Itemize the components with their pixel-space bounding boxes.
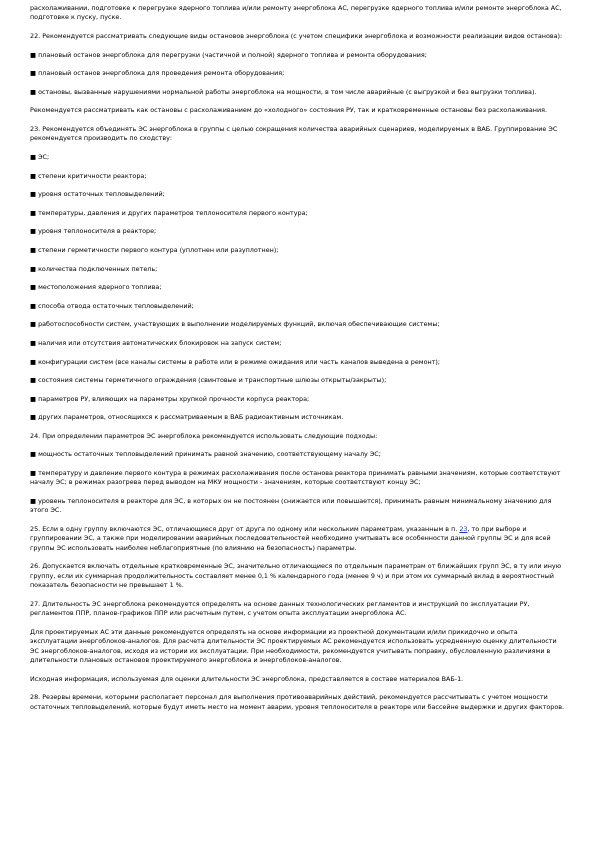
list-item: ■ местоположения ядерного топлива; xyxy=(30,283,162,292)
list-item: ■ ЭС; xyxy=(30,152,50,161)
paragraph: 24. При определении параметров ЭС энергоблока рекомендуется использовать следующие подходы: xyxy=(30,431,378,440)
list-item: ■ количества подключенных петель; xyxy=(30,264,158,273)
clause-23-link[interactable]: 23 xyxy=(459,525,468,534)
paragraph-text: 25. Если в одну группу включаются ЭС, отличающиеся друг от друга по одному или нескольким параметрам, указанным в п. xyxy=(30,525,460,534)
paragraph: 28. Резервы времени, которыми располагает персонал для выполнения противоаварийных действий, рекомендуется рассчитывать с учетом мощности остаточных тепловыделений, которые будут иметь место на момент аварии, уровня теплоносителя в реакторе или бассейне выдержки и других факторов. xyxy=(30,693,565,711)
list-item: ■ степени критичности реактора; xyxy=(30,171,147,180)
list-item: ■ уровня теплоносителя в реакторе; xyxy=(30,227,157,236)
list-item: ■ температуры, давления и других параметров теплоносителя первого контура; xyxy=(30,208,308,217)
list-item: ■ состояния системы герметичного ограждения (свинтовые и транспортные шлюзы открыты/закрыты); xyxy=(30,376,387,385)
list-item: ■ плановый останов энергоблока для проведения ремонта оборудования; xyxy=(30,69,285,78)
paragraph: Рекомендуется рассматривать как остановы с расхолаживанием до «холодного» состояния РУ, так и кратковременные остановы без расхолаживания. xyxy=(30,106,547,115)
list-item: ■ остановы, вызванные нарушениями нормальной работы энергоблока на мощности, в том числе аварийные (с выгрузкой и без выгрузки топлива). xyxy=(30,87,537,96)
list-item: ■ степени герметичности первого контура (уплотнен или разуплотнен); xyxy=(30,245,279,254)
paragraph: 26. Допускается включать отдельные кратковременные ЭС, значительно отличающиеся по отдельным параметрам от ближайших групп ЭС, в ту или иную группу, если их суммарная продолжительность составляет менее 0,1 % календарного года (менее 9 ч) и при этом их суммарный вклад в вероятностный показатель безопасности не превышает 1 %. xyxy=(30,562,562,590)
paragraph-text: , то при выборе и группировании ЭС, а также при моделировании аварийных последовательностей необходимо учитывать все особенности данной группы ЭС и для всей группы ЭС использовать наиболее неблагоприятные (по влиянию на безопасность) параметры. xyxy=(30,525,551,552)
list-item: ■ способа отвода остаточных тепловыделений; xyxy=(30,301,194,310)
paragraph: Для проектируемых АС эти данные рекомендуется определять на основе информации из проектной документации и/или прикидочно и опыта эксплуатации энергоблоков-аналогов. Для расчета длительности ЭС проектируемых АС рекомендуется использовать усредненную оценку длительности ЭС энергоблоков-аналогов, исходя из истории их эксплуатации. При необходимости, рекомендуется учитывать поправку, обусловленную различиями в длительности плановых остановов проектируемого энергоблока и энергоблоков-аналогов. xyxy=(30,627,557,665)
paragraph: 23. Рекомендуется объединять ЭС энергоблока в группы с целью сокращения количества аварийных сценариев, моделируемых в ВАБ. Группирование ЭС рекомендуется производить по сходству: xyxy=(30,124,558,143)
list-item: ■ мощность остаточных тепловыделений принимать равной значению, соответствующему началу ЭС; xyxy=(30,450,381,459)
list-item: ■ других параметров, относящихся к рассматриваемым в ВАБ радиоактивным источникам. xyxy=(30,413,344,422)
paragraph: расхолаживании, подготовке к перегрузке ядерного топлива и/или ремонту энергоблока АС, перегрузке ядерного топлива и/или ремонте энергоблока АС, подготовке к пуску, пуске. xyxy=(30,4,562,22)
list-item: ■ температуру и давление первого контура в режимах расхолаживания после останова реактора принимать равными значениям, которые соответствуют началу ЭС; в режимах разогрева перед выводом на МКУ мощности - значениям, которые соответствуют концу ЭС; xyxy=(30,469,561,487)
list-item: ■ уровень теплоносителя в реакторе для ЭС, в которых он не постоянен (снижается или повышается), принимать равным минимальному значению для этого ЭС. xyxy=(30,497,552,515)
list-item: ■ работоспособности систем, участвующих в выполнении моделируемых функций, включая обеспечивающие системы; xyxy=(30,320,440,329)
paragraph xyxy=(30,525,565,553)
list-item: ■ плановый останов энергоблока для перегрузки (частичной и полной) ядерного топлива и ремонта оборудования; xyxy=(30,50,427,59)
paragraph: Исходная информация, используемая для оценки длительности ЭС энергоблока, представляется в составе материалов ВАБ-1. xyxy=(30,674,464,683)
list-item: ■ уровня остаточных тепловыделений; xyxy=(30,190,165,199)
list-item: ■ наличия или отсутствия автоматических блокировок на запуск систем; xyxy=(30,338,282,347)
list-item: ■ параметров РУ, влияющих на параметры хрупкой прочности корпуса реактора; xyxy=(30,394,310,403)
paragraph: 22. Рекомендуется рассматривать следующие виды остановов энергоблока (с учетом специфики энергоблока и возможности реализации видов останова): xyxy=(30,32,563,40)
list-item: ■ конфигурации систем (все каналы системы в работе или в режиме ожидания или часть каналов выведена в ремонт); xyxy=(30,357,441,366)
paragraph: 27. Длительность ЭС энергоблока рекомендуется определять на основе данных технологических регламентов и инструкций по эксплуатации РУ, регламентов ППР, планов-графиков ППР или расчетным путем, с учетом опыта эксплуатации энергоблока АС. xyxy=(30,599,530,618)
